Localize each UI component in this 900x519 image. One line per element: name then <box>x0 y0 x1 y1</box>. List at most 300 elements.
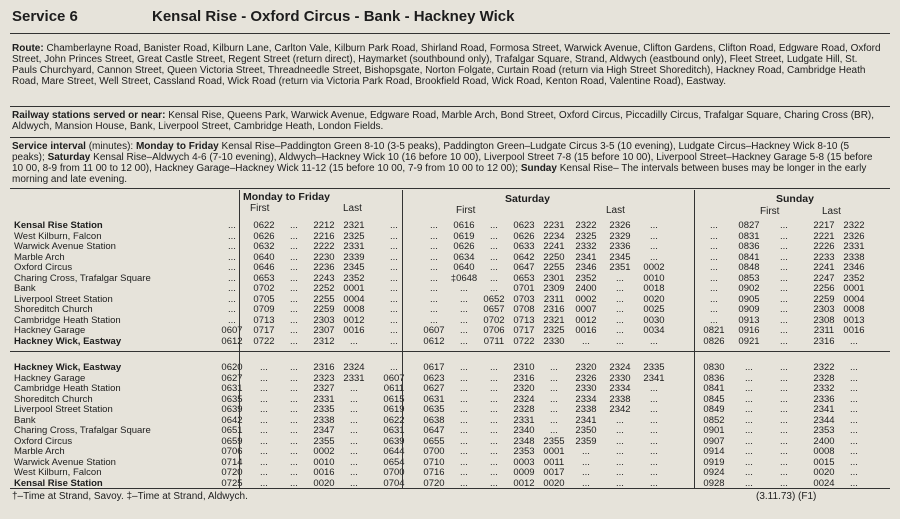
time-cell: 0012 <box>575 314 597 326</box>
time-cell: 2328 <box>813 372 835 384</box>
time-cell: 0720 <box>221 467 243 478</box>
time-cell: ... <box>616 293 624 305</box>
time-cell: 2252 <box>313 283 335 294</box>
time-cell: 0836 <box>703 372 725 384</box>
stop-name: Marble Arch <box>14 446 65 457</box>
time-cell: 2326 <box>843 230 865 242</box>
time-cell: 0821 <box>703 325 725 336</box>
time-cell: ... <box>460 456 468 468</box>
time-cell: ... <box>780 362 788 373</box>
time-cell: 0845 <box>703 393 725 405</box>
time-cell: 0020 <box>813 467 835 478</box>
time-cell: ... <box>460 362 468 373</box>
time-cell: 2320 <box>513 383 535 394</box>
time-cell: 2255 <box>313 293 335 305</box>
time-cell: ... <box>260 414 268 426</box>
time-cell: ... <box>260 372 268 384</box>
time-cell: ... <box>290 425 298 436</box>
time-cell: 0722 <box>513 335 535 347</box>
time-cell: ... <box>260 383 268 394</box>
time-cell: 0020 <box>643 293 665 305</box>
railway-stations <box>12 110 882 132</box>
time-cell: ... <box>228 304 236 315</box>
time-cell: ... <box>650 251 658 263</box>
time-cell: ... <box>490 446 498 457</box>
time-cell: ... <box>710 314 718 326</box>
time-cell: ... <box>550 393 558 405</box>
time-cell: ... <box>290 241 298 252</box>
time-cell: 2330 <box>575 383 597 394</box>
subheading-sat-last: Last <box>606 205 625 216</box>
time-cell: ... <box>290 283 298 294</box>
time-cell: 2301 <box>543 272 565 284</box>
time-cell: 2339 <box>343 251 365 263</box>
time-cell: ... <box>460 293 468 305</box>
time-cell: 2217 <box>813 220 835 231</box>
time-cell: ... <box>780 325 788 336</box>
timetable-row <box>10 221 890 231</box>
time-cell: ... <box>616 272 624 284</box>
timetable-row <box>10 363 890 373</box>
time-cell: ... <box>390 283 398 294</box>
stop-name: Kensal Rise Station <box>14 220 103 231</box>
time-cell: ... <box>780 272 788 284</box>
time-cell: 2331 <box>313 393 335 405</box>
column-separator <box>402 190 403 488</box>
time-cell: 2334 <box>575 393 597 405</box>
time-cell: ... <box>550 372 558 384</box>
timetable-row <box>10 274 890 284</box>
time-cell: ... <box>780 293 788 305</box>
time-cell: 2336 <box>813 393 835 405</box>
stop-name: Liverpool Street Station <box>14 404 113 415</box>
time-cell: ... <box>745 404 753 415</box>
time-cell: ... <box>460 372 468 384</box>
time-cell: ... <box>780 404 788 415</box>
divider <box>10 488 890 489</box>
time-cell: 0013 <box>843 314 865 326</box>
time-cell: ... <box>616 314 624 326</box>
time-cell: ... <box>780 477 788 489</box>
time-cell: 2400 <box>575 283 597 294</box>
time-cell: 0619 <box>453 230 475 242</box>
time-cell: 2329 <box>609 230 631 242</box>
time-cell: ... <box>430 293 438 305</box>
time-cell: 0708 <box>513 304 535 315</box>
time-cell: 2243 <box>313 272 335 284</box>
time-cell: 2230 <box>313 251 335 263</box>
time-cell: ... <box>430 241 438 252</box>
time-cell: ... <box>390 325 398 336</box>
timetable-row <box>10 405 890 415</box>
time-cell: 0714 <box>221 456 243 468</box>
route-label: Route: <box>12 43 44 54</box>
column-separator <box>239 190 240 488</box>
time-cell: ... <box>290 314 298 326</box>
time-cell: 0634 <box>453 251 475 263</box>
time-cell: 2231 <box>543 220 565 231</box>
timetable-row <box>10 395 890 405</box>
time-cell: 0617 <box>423 362 445 373</box>
time-cell: ... <box>780 230 788 242</box>
time-cell: 2400 <box>813 435 835 447</box>
time-cell: 2332 <box>813 383 835 394</box>
time-cell: ... <box>460 446 468 457</box>
time-cell: ... <box>850 393 858 405</box>
time-cell: 0017 <box>543 467 565 478</box>
time-cell: 0001 <box>343 283 365 294</box>
time-cell: ... <box>490 241 498 252</box>
time-cell: 0841 <box>738 251 760 263</box>
time-cell: ... <box>350 467 358 478</box>
time-cell: 0611 <box>383 383 405 394</box>
time-cell: ... <box>850 335 858 347</box>
time-cell: 0011 <box>543 456 565 468</box>
time-cell: 2345 <box>609 251 631 263</box>
time-cell: 0607 <box>383 372 405 384</box>
time-cell: ... <box>490 404 498 415</box>
time-cell: 0034 <box>643 325 665 336</box>
time-cell: ... <box>390 272 398 284</box>
time-cell: ... <box>550 425 558 436</box>
time-cell: 2341 <box>575 251 597 263</box>
time-cell: 0631 <box>221 383 243 394</box>
time-cell: ... <box>290 251 298 263</box>
time-cell: ... <box>780 372 788 384</box>
time-cell: ... <box>290 383 298 394</box>
interval-sat-text: Kensal Rise–Aldwych 4-6 (7-10 evening), Aldwych–Hackney Wick 10 (16 before 10 00), Liverpool Street 7-8 (15 before 10 00), Liverpool Street–Hackney Garage 5-8 (15 before 10 00, 8-9 from 11 00 to 12 00), Hackney Garage–Hackney Wick 11-12 (15 before 10 00, 7-9 from 10 00 to 12 00); <box>12 152 873 174</box>
time-cell: 2325 <box>575 230 597 242</box>
time-cell: 2325 <box>343 230 365 242</box>
stop-name: Hackney Garage <box>14 325 86 336</box>
time-cell: 2255 <box>543 262 565 273</box>
time-cell: 0635 <box>221 393 243 405</box>
time-cell: ... <box>490 251 498 263</box>
time-cell: 2331 <box>343 372 365 384</box>
time-cell: ... <box>350 404 358 415</box>
railway-label: Railway stations served or near: <box>12 110 166 121</box>
time-cell: 2308 <box>813 314 835 326</box>
time-cell: ... <box>260 362 268 373</box>
time-cell: ... <box>430 304 438 315</box>
time-cell: ... <box>350 456 358 468</box>
time-cell: 2323 <box>313 372 335 384</box>
time-cell: ... <box>460 425 468 436</box>
time-cell: 0622 <box>253 220 275 231</box>
time-cell: 0849 <box>703 404 725 415</box>
time-cell: 0627 <box>221 372 243 384</box>
interval-mf-text: Kensal Rise–Paddington Green 8-10 (3-5 peaks), Paddington Green–Ludgate Circus 3-5 (10 evening), Ludgate Circus–Hackney Wick 8-10 (5 peaks); <box>12 141 850 163</box>
time-cell: 0913 <box>738 314 760 326</box>
timetable-row <box>10 384 890 394</box>
time-cell: 2350 <box>575 425 597 436</box>
time-cell: ... <box>745 383 753 394</box>
time-cell: 2259 <box>313 304 335 315</box>
time-cell: 0706 <box>483 325 505 336</box>
time-cell: 2322 <box>843 220 865 231</box>
time-cell: ... <box>780 262 788 273</box>
time-cell: ... <box>582 477 590 489</box>
time-cell: ... <box>290 414 298 426</box>
stop-name: Kensal Rise Station <box>14 477 103 489</box>
time-cell: 0642 <box>221 414 243 426</box>
time-cell: 2221 <box>813 230 835 242</box>
time-cell: ... <box>228 230 236 242</box>
time-cell: ... <box>780 241 788 252</box>
time-cell: 0717 <box>253 325 275 336</box>
time-cell: ... <box>290 456 298 468</box>
time-cell: ... <box>780 456 788 468</box>
time-cell: 0016 <box>843 325 865 336</box>
time-cell: 2326 <box>575 372 597 384</box>
time-cell: 0717 <box>513 325 535 336</box>
time-cell: ... <box>582 467 590 478</box>
time-cell: 2353 <box>513 446 535 457</box>
time-cell: 2321 <box>343 220 365 231</box>
footnote: †–Time at Strand, Savoy. ‡–Time at Strand, Aldwych. <box>12 491 248 502</box>
time-cell: ... <box>780 414 788 426</box>
time-cell: ... <box>460 304 468 315</box>
time-cell: 0716 <box>423 467 445 478</box>
time-cell: 2332 <box>575 241 597 252</box>
time-cell: ... <box>460 325 468 336</box>
time-cell: ... <box>290 220 298 231</box>
interval-mf-label: Monday to Friday <box>135 141 219 152</box>
time-cell: 0002 <box>313 446 335 457</box>
time-cell: 2331 <box>343 241 365 252</box>
time-cell: ... <box>780 435 788 447</box>
time-cell: 0016 <box>313 467 335 478</box>
time-cell: ... <box>650 404 658 415</box>
time-cell: 2307 <box>313 325 335 336</box>
time-cell: 0902 <box>738 283 760 294</box>
stop-name: Shoreditch Church <box>14 304 93 315</box>
time-cell: 0626 <box>253 230 275 242</box>
time-cell: 0659 <box>221 435 243 447</box>
time-cell: 0653 <box>253 272 275 284</box>
time-cell: 0638 <box>423 414 445 426</box>
service-header <box>10 5 890 31</box>
time-cell: 0706 <box>221 446 243 457</box>
time-cell: ... <box>710 293 718 305</box>
time-cell: 2346 <box>843 262 865 273</box>
time-cell: ... <box>390 241 398 252</box>
time-cell: 2327 <box>313 383 335 394</box>
time-cell: 0612 <box>221 335 243 347</box>
time-cell: 2355 <box>543 435 565 447</box>
time-cell: 0003 <box>513 456 535 468</box>
time-cell: ... <box>228 262 236 273</box>
time-cell: ... <box>650 467 658 478</box>
timetable-row <box>10 416 890 426</box>
stop-name: Hackney Wick, Eastway <box>14 335 122 347</box>
time-cell: ... <box>745 467 753 478</box>
time-cell: ... <box>745 477 753 489</box>
time-cell: ... <box>745 446 753 457</box>
time-cell: ... <box>710 241 718 252</box>
interval-note: The intervals between buses may be longer in the early morning and late evening. <box>12 163 867 185</box>
time-cell: 2338 <box>843 251 865 263</box>
time-cell: 0853 <box>738 272 760 284</box>
time-cell: ... <box>850 446 858 457</box>
time-cell: ... <box>650 393 658 405</box>
time-cell: ... <box>260 393 268 405</box>
time-cell: ... <box>460 477 468 489</box>
time-cell: ... <box>490 414 498 426</box>
time-cell: ... <box>350 335 358 347</box>
time-cell: 0615 <box>383 393 405 405</box>
time-cell: ... <box>430 283 438 294</box>
time-cell: 2322 <box>575 220 597 231</box>
time-cell: ... <box>850 404 858 415</box>
time-cell: 0623 <box>423 372 445 384</box>
time-cell: ... <box>780 251 788 263</box>
time-cell: 0631 <box>423 393 445 405</box>
time-cell: 2341 <box>813 404 835 415</box>
heading-monday-friday: Monday to Friday <box>243 191 330 203</box>
time-cell: ... <box>780 425 788 436</box>
time-cell: 0700 <box>423 446 445 457</box>
time-cell: ... <box>260 435 268 447</box>
service-number: Service 6 <box>12 8 78 25</box>
timetable-row <box>10 479 890 489</box>
time-cell: 2316 <box>513 372 535 384</box>
time-cell: ... <box>745 425 753 436</box>
time-cell: 2226 <box>813 241 835 252</box>
time-cell: ... <box>780 220 788 231</box>
time-cell: ... <box>710 283 718 294</box>
time-cell: 2309 <box>543 283 565 294</box>
time-cell: ... <box>290 293 298 305</box>
time-cell: ... <box>616 304 624 315</box>
time-cell: 0018 <box>643 283 665 294</box>
time-cell: 0008 <box>813 446 835 457</box>
time-cell: ... <box>490 272 498 284</box>
timetable-row <box>10 232 890 242</box>
time-cell: 2352 <box>575 272 597 284</box>
time-cell: ... <box>650 477 658 489</box>
time-cell: 0001 <box>843 283 865 294</box>
time-cell: 2359 <box>575 435 597 447</box>
time-cell: ... <box>850 477 858 489</box>
time-cell: 0632 <box>253 241 275 252</box>
time-cell: 0711 <box>483 335 505 347</box>
time-cell: 2310 <box>513 362 535 373</box>
time-cell: 0639 <box>383 435 405 447</box>
time-cell: 2236 <box>313 262 335 273</box>
time-cell: 2259 <box>813 293 835 305</box>
timetable-row <box>10 253 890 263</box>
stop-name: Cambridge Heath Station <box>14 383 121 394</box>
time-cell: 0713 <box>513 314 535 326</box>
stop-name: Oxford Circus <box>14 262 73 273</box>
time-cell: ... <box>490 477 498 489</box>
time-cell: ... <box>650 230 658 242</box>
time-cell: ... <box>780 304 788 315</box>
stop-name: Oxford Circus <box>14 435 73 447</box>
time-cell: 0008 <box>343 304 365 315</box>
subheading-mf-first: First <box>250 203 270 214</box>
time-cell: ... <box>290 262 298 273</box>
time-cell: ... <box>616 425 624 436</box>
time-cell: ... <box>616 477 624 489</box>
stop-name: Charing Cross, Trafalgar Square <box>14 425 151 436</box>
time-cell: ... <box>260 467 268 478</box>
time-cell: ... <box>745 372 753 384</box>
time-cell: 0702 <box>483 314 505 326</box>
time-cell: ... <box>490 456 498 468</box>
time-cell: ... <box>490 362 498 373</box>
interval-sun-label: Sunday <box>520 163 557 174</box>
time-cell: ... <box>228 272 236 284</box>
time-cell: ... <box>490 230 498 242</box>
time-cell: ... <box>780 393 788 405</box>
time-cell: ... <box>290 230 298 242</box>
time-cell: 0924 <box>703 467 725 478</box>
time-cell: ... <box>490 435 498 447</box>
time-cell: 2303 <box>313 314 335 326</box>
time-cell: 2311 <box>543 293 565 305</box>
time-cell: ... <box>460 393 468 405</box>
time-cell: ... <box>460 414 468 426</box>
timetable-row <box>10 468 890 478</box>
time-cell: 0841 <box>703 383 725 394</box>
time-cell: 2321 <box>543 314 565 326</box>
time-cell: ... <box>350 477 358 489</box>
time-cell: ... <box>290 272 298 284</box>
time-cell: ... <box>430 251 438 263</box>
time-cell: ... <box>550 383 558 394</box>
time-cell: 0012 <box>343 314 365 326</box>
time-cell: 0928 <box>703 477 725 489</box>
time-cell: 2326 <box>609 220 631 231</box>
time-cell: 0704 <box>383 477 405 489</box>
time-cell: ... <box>550 404 558 415</box>
time-cell: ... <box>350 414 358 426</box>
time-cell: ... <box>616 446 624 457</box>
time-cell: ... <box>390 230 398 242</box>
time-cell: ... <box>490 220 498 231</box>
time-cell: 0009 <box>513 467 535 478</box>
time-cell: 0001 <box>543 446 565 457</box>
time-cell: ... <box>582 335 590 347</box>
time-cell: ... <box>350 383 358 394</box>
time-cell: ... <box>710 230 718 242</box>
time-cell: 2320 <box>575 362 597 373</box>
time-cell: 2338 <box>575 404 597 415</box>
time-cell: 2335 <box>643 362 665 373</box>
stop-name: Charing Cross, Trafalgar Square <box>14 272 151 284</box>
time-cell: ... <box>460 314 468 326</box>
stop-name: Liverpool Street Station <box>14 293 113 305</box>
time-cell: 0916 <box>738 325 760 336</box>
time-cell: ... <box>350 446 358 457</box>
time-cell: 0607 <box>423 325 445 336</box>
time-cell: 0647 <box>423 425 445 436</box>
time-cell: 0713 <box>253 314 275 326</box>
route-text: Chamberlayne Road, Banister Road, Kilburn Lane, Carlton Vale, Kilburn Park Road, Shirland Road, Formosa Street, Warwick Avenue, Clifton Gardens, Clifton Road, Edgware Road, Oxford Street, John Princes Street, Great Castle Street, Regent Street (return direct), Haymarket (southbound only), Trafalgar Square, Strand, Aldwych (eastbound only), Fleet Street, Ludgate Hill, St. Pauls Churchyard, Cannon Street, Queen Victoria Street, Threadneedle Street, Bishopsgate, Norton Folgate, Curtain Road (return via High Street Shoreditch), Hackney Road, Cambridge Heath Road, Mare Street, Well Street, Cassland Road, Wick Road (return via Victoria Park Road, Brookfield Road, Wick Road, Kenton Road, Valentine Road), Eastway. <box>12 43 881 87</box>
time-cell: ... <box>390 293 398 305</box>
time-cell: ... <box>490 467 498 478</box>
time-cell: 0702 <box>253 283 275 294</box>
stop-name: Marble Arch <box>14 251 65 263</box>
time-cell: ... <box>616 325 624 336</box>
time-cell: ... <box>710 220 718 231</box>
time-cell: ... <box>290 477 298 489</box>
stop-name: Hackney Garage <box>14 372 86 384</box>
subheading-sun-first: First <box>760 206 780 217</box>
time-cell: ... <box>430 314 438 326</box>
